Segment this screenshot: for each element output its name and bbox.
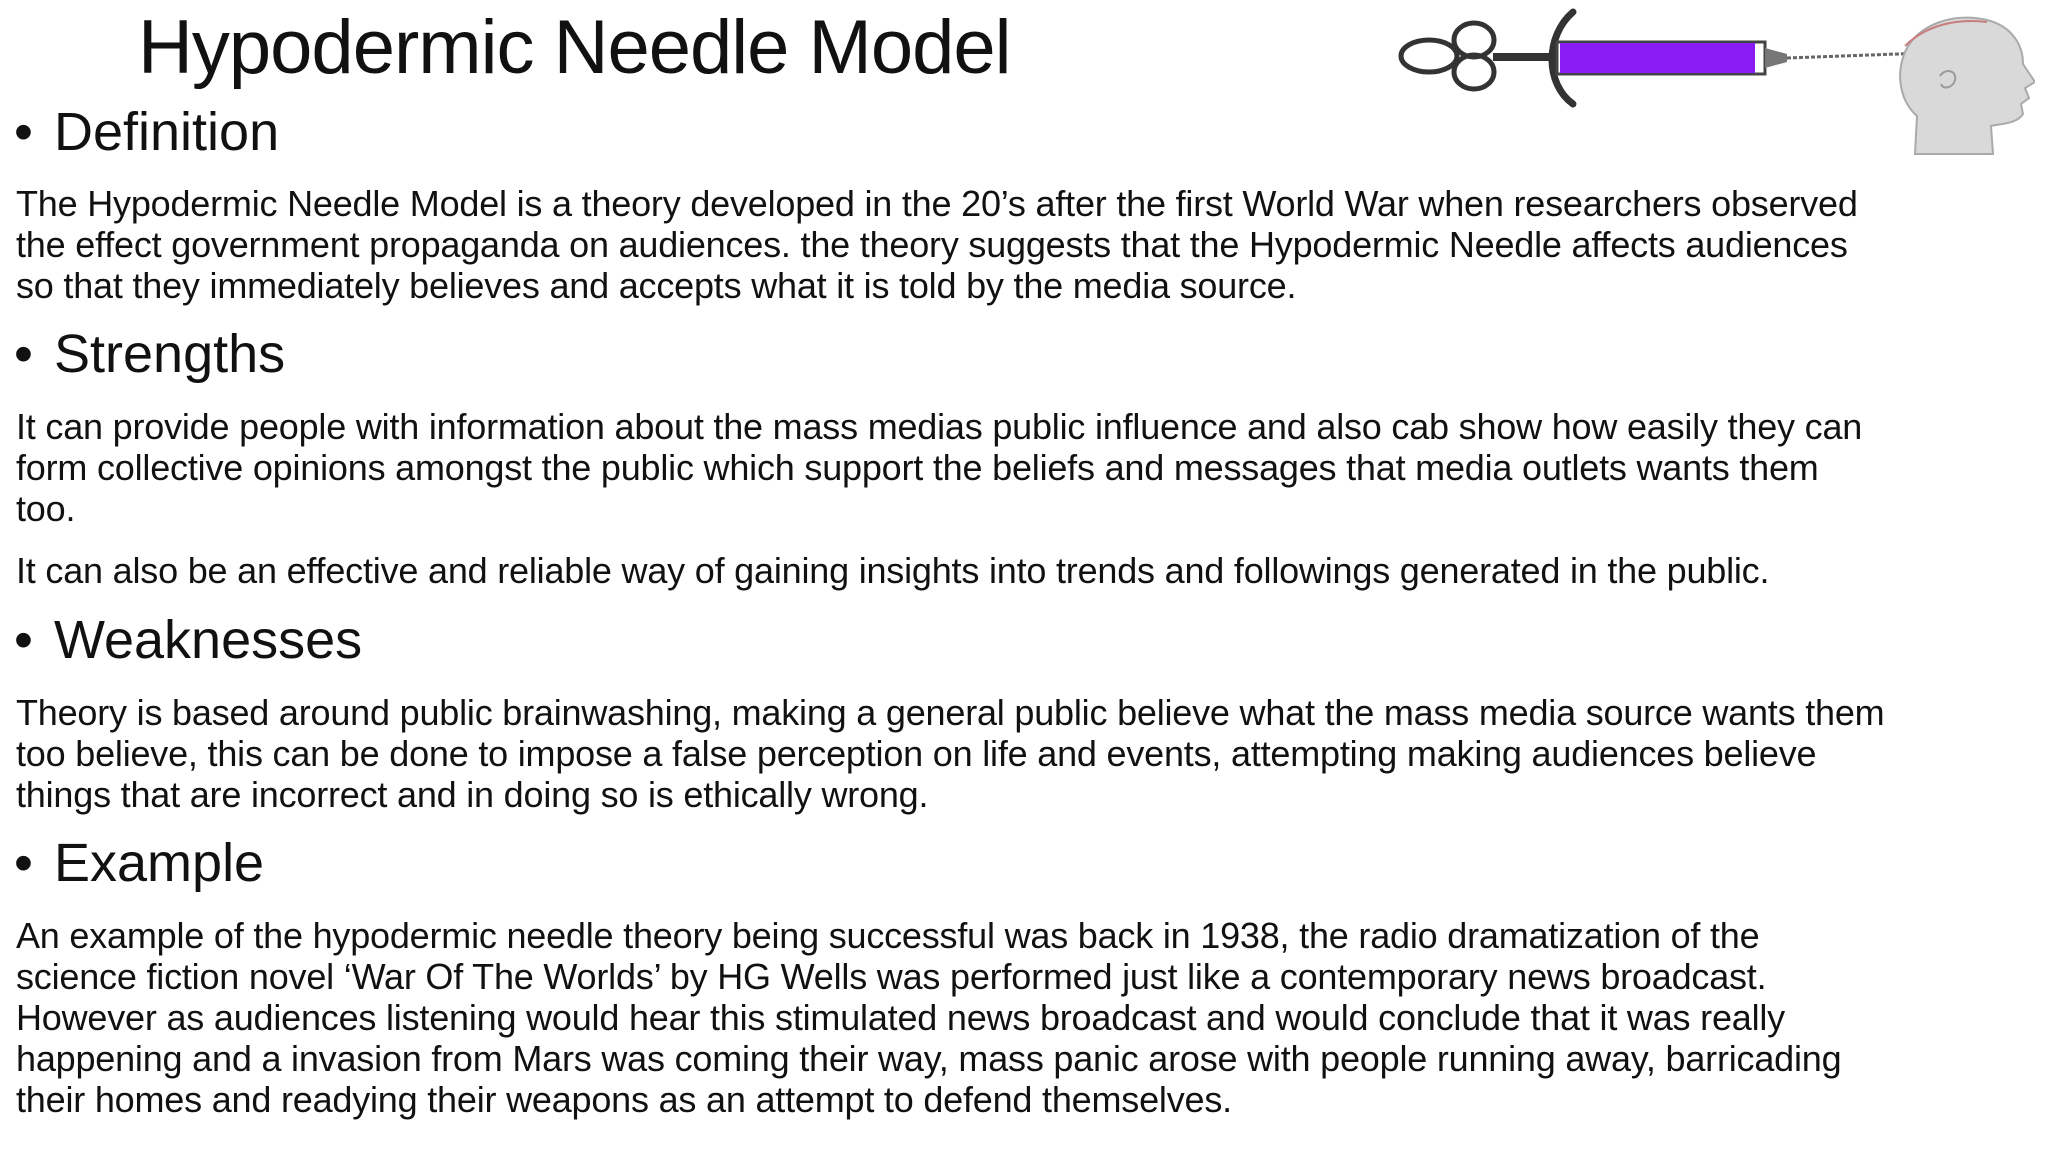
syringe-injecting-head-icon bbox=[1395, 6, 2035, 156]
section-heading-label: Example bbox=[54, 833, 265, 893]
definition-paragraph: The Hypodermic Needle Model is a theory developed in the 20’s after the first World War when researchers observed the effect government propaganda on audiences. the theory suggests that the Hypodermic Needle affects audiences so that they immediately believes and accepts what it is told by the media source. bbox=[16, 183, 1858, 306]
section-heading-weaknesses bbox=[14, 610, 362, 670]
strengths-paragraph-2: It can also be an effective and reliable way of gaining insights into trends and followings generated in the public. bbox=[16, 550, 1770, 591]
section-heading-label: Strengths bbox=[54, 324, 286, 384]
strengths-paragraph-1: It can provide people with information about the mass medias public influence and also cab show how easily they can form collective opinions amongst the public which support the beliefs and messages that media outlets wants them too. bbox=[16, 406, 1863, 529]
section-heading-example bbox=[14, 833, 264, 893]
slide-title: Hypodermic Needle Model bbox=[138, 5, 1011, 90]
bullet: • bbox=[14, 833, 33, 893]
section-heading-definition bbox=[14, 102, 279, 162]
section-heading-strengths bbox=[14, 324, 285, 384]
section-heading-label: Weaknesses bbox=[54, 610, 363, 670]
weaknesses-paragraph: Theory is based around public brainwashing, making a general public believe what the mass media source wants them too believe, this can be done to impose a false perception on life and events, attempting making audiences believe things that are incorrect and in doing so is ethically wrong. bbox=[16, 692, 1885, 815]
bullet: • bbox=[14, 324, 33, 384]
section-heading-label: Definition bbox=[54, 102, 280, 162]
bullet: • bbox=[14, 610, 33, 670]
syringe-fluid bbox=[1560, 43, 1755, 73]
example-paragraph: An example of the hypodermic needle theory being successful was back in 1938, the radio dramatization of the science fiction novel ‘War Of The Worlds’ by HG Wells was performed just like a contemporary news broadcast. However as audiences listening would hear this stimulated news broadcast and would conclude that it was really happening and a invasion from Mars was coming their way, mass panic arose with people running away, barricading their homes and readying their weapons as an attempt to defend themselves. bbox=[16, 915, 1842, 1120]
bullet: • bbox=[14, 102, 33, 162]
